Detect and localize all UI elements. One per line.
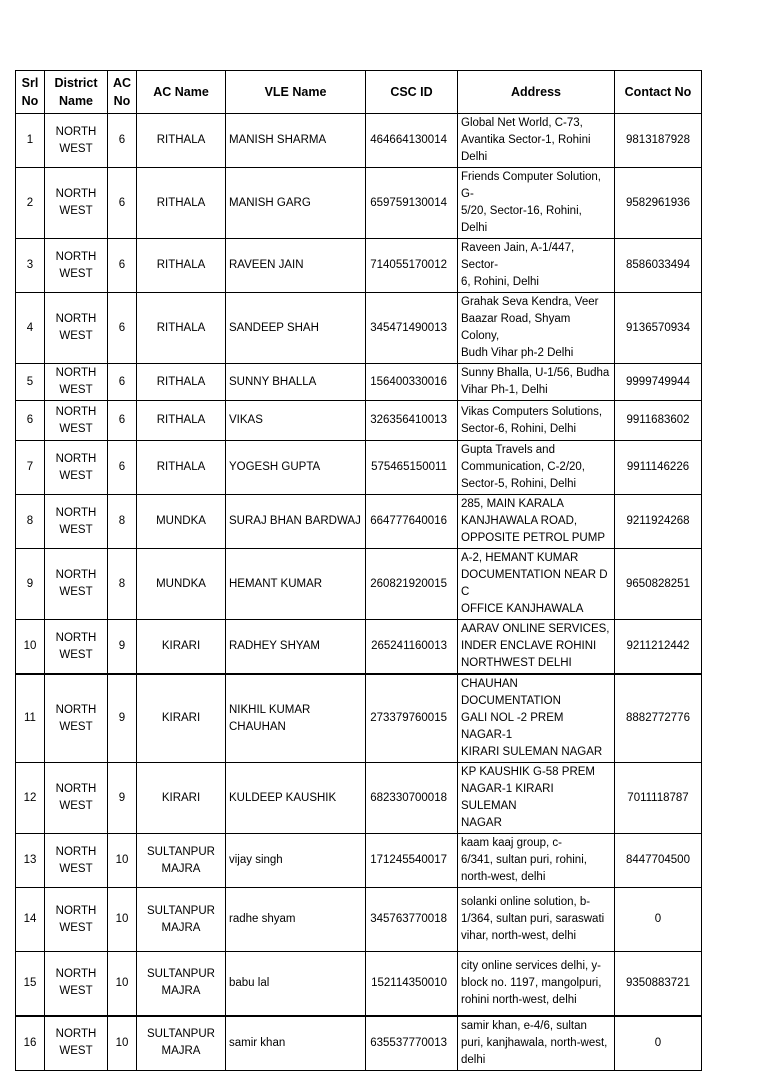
contact-no-cell: 9911146226	[615, 441, 702, 495]
ac-no-cell: 9	[108, 620, 137, 675]
district-cell: NORTH WEST	[45, 401, 108, 441]
srl-no-cell: 8	[16, 495, 45, 549]
vle-name-cell: YOGESH GUPTA	[226, 441, 366, 495]
district-cell: NORTH WEST	[45, 674, 108, 763]
srl-no-cell: 13	[16, 834, 45, 888]
district-cell: NORTH WEST	[45, 293, 108, 364]
contact-no-cell: 9650828251	[615, 549, 702, 620]
ac-name-cell: RITHALA	[137, 239, 226, 293]
table-row	[16, 364, 702, 401]
contact-no-cell: 8882772776	[615, 674, 702, 763]
srl-no-cell: 2	[16, 168, 45, 239]
vle-name-cell: HEMANT KUMAR	[226, 549, 366, 620]
table-row	[16, 952, 702, 1016]
srl-no-cell: 14	[16, 888, 45, 952]
ac-name-cell: RITHALA	[137, 401, 226, 441]
district-cell: NORTH WEST	[45, 168, 108, 239]
srl-no-cell: 3	[16, 239, 45, 293]
csc-id-cell: 345471490013	[366, 293, 458, 364]
district-cell: NORTH WEST	[45, 763, 108, 834]
csc-id-cell: 714055170012	[366, 239, 458, 293]
vle-name-cell: RADHEY SHYAM	[226, 620, 366, 675]
address-cell: 285, MAIN KARALA KANJHAWALA ROAD, OPPOSITE PETROL PUMP	[458, 495, 615, 549]
district-cell: NORTH WEST	[45, 952, 108, 1016]
srl-no-cell: 9	[16, 549, 45, 620]
srl-no-cell: 6	[16, 401, 45, 441]
vle-name-cell: radhe shyam	[226, 888, 366, 952]
district-cell: NORTH WEST	[45, 888, 108, 952]
address-cell: Raveen Jain, A-1/447, Sector- 6, Rohini, Delhi	[458, 239, 615, 293]
csc-id-cell: 635537770013	[366, 1016, 458, 1071]
table-row	[16, 401, 702, 441]
table-row	[16, 620, 702, 675]
header-district-name: District Name	[45, 71, 108, 114]
csc-id-cell: 345763770018	[366, 888, 458, 952]
district-cell: NORTH WEST	[45, 239, 108, 293]
srl-no-cell: 10	[16, 620, 45, 675]
vle-name-cell: RAVEEN JAIN	[226, 239, 366, 293]
ac-name-cell: SULTANPUR MAJRA	[137, 1016, 226, 1071]
district-cell: NORTH WEST	[45, 441, 108, 495]
contact-no-cell: 8586033494	[615, 239, 702, 293]
contact-no-cell: 0	[615, 888, 702, 952]
srl-no-cell: 15	[16, 952, 45, 1016]
srl-no-cell: 12	[16, 763, 45, 834]
table-row	[16, 239, 702, 293]
district-cell: NORTH WEST	[45, 114, 108, 168]
address-cell: Global Net World, C-73, Avantika Sector-1, Rohini Delhi	[458, 114, 615, 168]
ac-no-cell: 6	[108, 441, 137, 495]
header-vle-name: VLE Name	[226, 71, 366, 114]
srl-no-cell: 7	[16, 441, 45, 495]
table-row	[16, 495, 702, 549]
address-cell: samir khan, e-4/6, sultan puri, kanjhawala, north-west, delhi	[458, 1016, 615, 1071]
ac-no-cell: 6	[108, 239, 137, 293]
vle-name-cell: babu lal	[226, 952, 366, 1016]
srl-no-cell: 4	[16, 293, 45, 364]
vle-name-cell: SANDEEP SHAH	[226, 293, 366, 364]
vle-name-cell: vijay singh	[226, 834, 366, 888]
ac-no-cell: 6	[108, 364, 137, 401]
table-row	[16, 549, 702, 620]
ac-name-cell: MUNDKA	[137, 495, 226, 549]
srl-no-cell: 11	[16, 674, 45, 763]
table-row	[16, 834, 702, 888]
ac-no-cell: 8	[108, 549, 137, 620]
ac-name-cell: RITHALA	[137, 293, 226, 364]
table-row	[16, 888, 702, 952]
address-cell: solanki online solution, b- 1/364, sultan puri, saraswati vihar, north-west, delhi	[458, 888, 615, 952]
vle-name-cell: MANISH GARG	[226, 168, 366, 239]
address-cell: Friends Computer Solution, G- 5/20, Sector-16, Rohini, Delhi	[458, 168, 615, 239]
contact-no-cell: 0	[615, 1016, 702, 1071]
csc-id-cell: 659759130014	[366, 168, 458, 239]
ac-no-cell: 6	[108, 293, 137, 364]
vle-name-cell: samir khan	[226, 1016, 366, 1071]
csc-id-cell: 575465150011	[366, 441, 458, 495]
csc-id-cell: 326356410013	[366, 401, 458, 441]
district-cell: NORTH WEST	[45, 364, 108, 401]
table-row	[16, 168, 702, 239]
csc-id-cell: 171245540017	[366, 834, 458, 888]
contact-no-cell: 9211212442	[615, 620, 702, 675]
contact-no-cell: 9999749944	[615, 364, 702, 401]
ac-no-cell: 6	[108, 401, 137, 441]
srl-no-cell: 16	[16, 1016, 45, 1071]
address-cell: Gupta Travels and Communication, C-2/20, Sector-5, Rohini, Delhi	[458, 441, 615, 495]
district-cell: NORTH WEST	[45, 620, 108, 675]
ac-no-cell: 10	[108, 888, 137, 952]
ac-name-cell: RITHALA	[137, 441, 226, 495]
table-row	[16, 293, 702, 364]
header-ac-no: AC No	[108, 71, 137, 114]
csc-id-cell: 260821920015	[366, 549, 458, 620]
header-ac-name: AC Name	[137, 71, 226, 114]
address-cell: CHAUHAN DOCUMENTATION GALI NOL -2 PREM NAGAR-1 KIRARI SULEMAN NAGAR	[458, 674, 615, 763]
district-cell: NORTH WEST	[45, 495, 108, 549]
contact-no-cell: 7011118787	[615, 763, 702, 834]
district-cell: NORTH WEST	[45, 549, 108, 620]
ac-no-cell: 6	[108, 114, 137, 168]
ac-name-cell: RITHALA	[137, 364, 226, 401]
ac-no-cell: 8	[108, 495, 137, 549]
district-cell: NORTH WEST	[45, 1016, 108, 1071]
ac-name-cell: SULTANPUR MAJRA	[137, 952, 226, 1016]
csc-id-cell: 464664130014	[366, 114, 458, 168]
vle-name-cell: SUNNY BHALLA	[226, 364, 366, 401]
vle-name-cell: NIKHIL KUMAR CHAUHAN	[226, 674, 366, 763]
ac-no-cell: 10	[108, 1016, 137, 1071]
ac-name-cell: RITHALA	[137, 114, 226, 168]
header-address: Address	[458, 71, 615, 114]
contact-no-cell: 8447704500	[615, 834, 702, 888]
srl-no-cell: 1	[16, 114, 45, 168]
address-cell: Sunny Bhalla, U-1/56, Budha Vihar Ph-1, Delhi	[458, 364, 615, 401]
header-contact-no: Contact No	[615, 71, 702, 114]
contact-no-cell: 9911683602	[615, 401, 702, 441]
vle-name-cell: MANISH SHARMA	[226, 114, 366, 168]
table-row	[16, 763, 702, 834]
ac-name-cell: SULTANPUR MAJRA	[137, 888, 226, 952]
contact-no-cell: 9582961936	[615, 168, 702, 239]
csc-id-cell: 152114350010	[366, 952, 458, 1016]
address-cell: kaam kaaj group, c- 6/341, sultan puri, rohini, north-west, delhi	[458, 834, 615, 888]
vle-table	[15, 70, 702, 1071]
srl-no-cell: 5	[16, 364, 45, 401]
address-cell: AARAV ONLINE SERVICES, INDER ENCLAVE ROHINI NORTHWEST DELHI	[458, 620, 615, 675]
table-row	[16, 441, 702, 495]
ac-no-cell: 6	[108, 168, 137, 239]
ac-no-cell: 9	[108, 763, 137, 834]
address-cell: A-2, HEMANT KUMAR DOCUMENTATION NEAR D C OFFICE KANJHAWALA	[458, 549, 615, 620]
contact-no-cell: 9136570934	[615, 293, 702, 364]
ac-name-cell: SULTANPUR MAJRA	[137, 834, 226, 888]
csc-id-cell: 265241160013	[366, 620, 458, 675]
contact-no-cell: 9350883721	[615, 952, 702, 1016]
ac-name-cell: KIRARI	[137, 620, 226, 675]
header-srl-no: Srl No	[16, 71, 45, 114]
table-row	[16, 114, 702, 168]
header-row	[16, 71, 702, 114]
address-cell: KP KAUSHIK G-58 PREM NAGAR-1 KIRARI SULEMAN NAGAR	[458, 763, 615, 834]
csc-id-cell: 156400330016	[366, 364, 458, 401]
contact-no-cell: 9813187928	[615, 114, 702, 168]
contact-no-cell: 9211924268	[615, 495, 702, 549]
csc-id-cell: 682330700018	[366, 763, 458, 834]
vle-name-cell: KULDEEP KAUSHIK	[226, 763, 366, 834]
address-cell: Grahak Seva Kendra, Veer Baazar Road, Shyam Colony, Budh Vihar ph-2 Delhi	[458, 293, 615, 364]
ac-no-cell: 10	[108, 952, 137, 1016]
vle-name-cell: SURAJ BHAN BARDWAJ	[226, 495, 366, 549]
table-body	[16, 114, 702, 1071]
ac-no-cell: 10	[108, 834, 137, 888]
ac-name-cell: KIRARI	[137, 763, 226, 834]
csc-id-cell: 664777640016	[366, 495, 458, 549]
address-cell: city online services delhi, y- block no. 1197, mangolpuri, rohini north-west, delhi	[458, 952, 615, 1016]
ac-name-cell: RITHALA	[137, 168, 226, 239]
ac-name-cell: MUNDKA	[137, 549, 226, 620]
ac-no-cell: 9	[108, 674, 137, 763]
vle-name-cell: VIKAS	[226, 401, 366, 441]
csc-id-cell: 273379760015	[366, 674, 458, 763]
ac-name-cell: KIRARI	[137, 674, 226, 763]
address-cell: Vikas Computers Solutions, Sector-6, Rohini, Delhi	[458, 401, 615, 441]
header-csc-id: CSC ID	[366, 71, 458, 114]
table-row	[16, 674, 702, 763]
district-cell: NORTH WEST	[45, 834, 108, 888]
